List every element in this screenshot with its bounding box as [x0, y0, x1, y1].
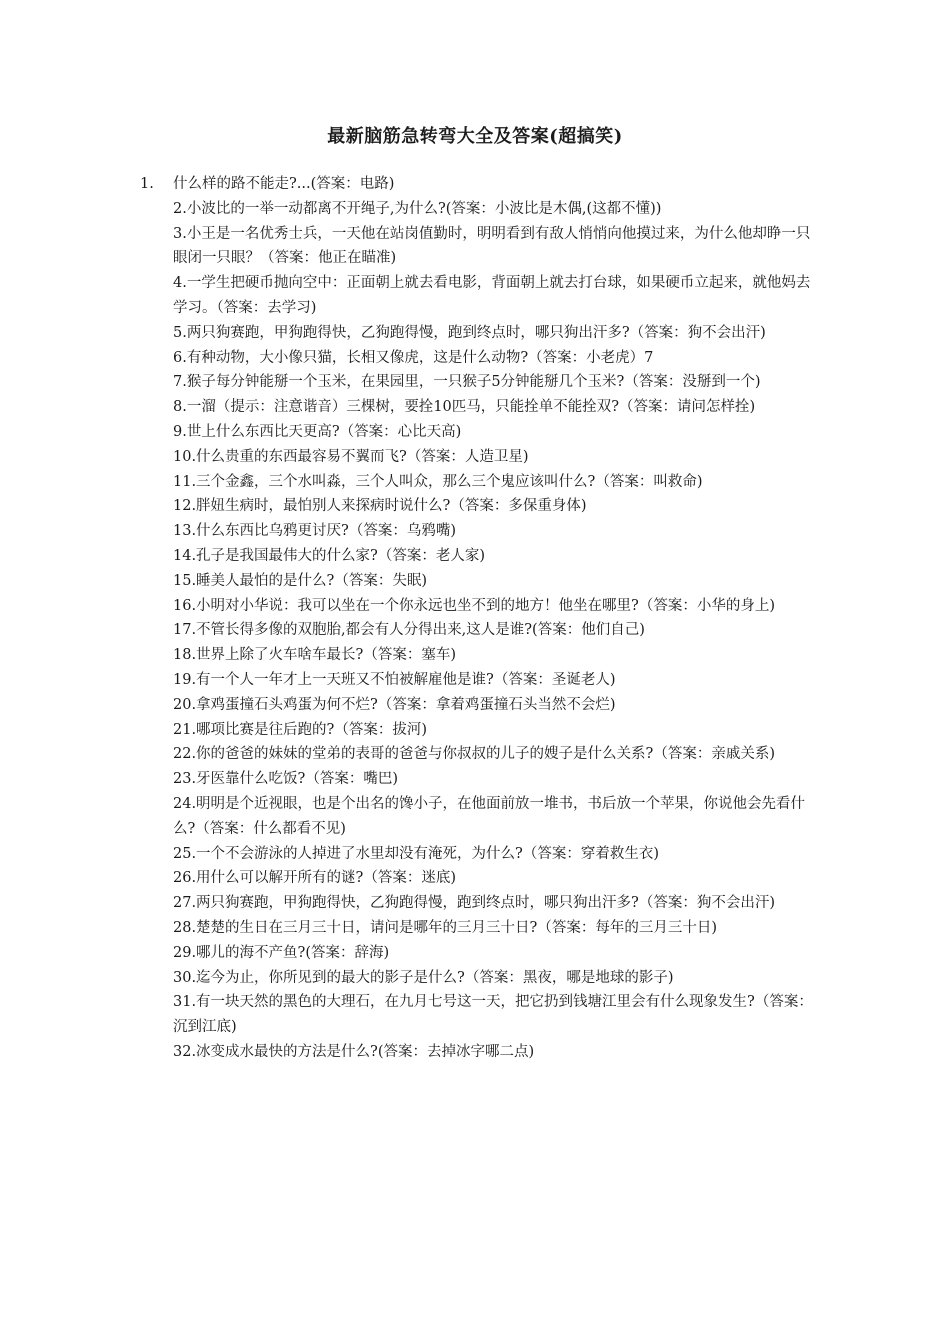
list-item: 28.楚楚的生日在三月三十日，请问是哪年的三月三十日?（答案：每年的三月三十日) [173, 919, 717, 936]
list-item: 29.哪儿的海不产鱼?(答案：辞海) [173, 944, 390, 961]
list-item: 24.明明是个近视眼，也是个出名的馋小子，在他面前放一堆书，书后放一个苹果，你说他会先看什么?（答案：什么都看不见) [173, 795, 806, 837]
list-item: 27.两只狗赛跑，甲狗跑得快，乙狗跑得慢，跑到终点时，哪只狗出汗多?（答案：狗不会出汗) [173, 895, 775, 912]
list-item-number: 1. [140, 176, 154, 192]
list-item: 22.你的爸爸的妹妹的堂弟的表哥的爸爸与你叔叔的儿子的嫂子是什么关系?（答案：亲戚关系) [173, 746, 775, 763]
list-item: 3.小王是一名优秀士兵，一天他在站岗值勤时，明明看到有敌人悄悄向他摸过来，为什么他却睁一只眼闭一只眼？（答案：他正在瞄准) [173, 225, 811, 267]
list-item: 11.三个金鑫，三个水叫淼，三个人叫众，那么三个鬼应该叫什么?（答案：叫救命) [173, 473, 703, 490]
list-item: 20.拿鸡蛋撞石头鸡蛋为何不烂?（答案：拿着鸡蛋撞石头当然不会烂) [173, 696, 616, 713]
list-item: 8.一溜（提示：注意谐音）三棵树，要拴10匹马，只能拴单不能拴双?（答案：请问怎样拴) [173, 399, 756, 416]
list-item: 18.世界上除了火车啥车最长?（答案：塞车) [173, 647, 456, 664]
list-item: 10.什么贵重的东西最容易不翼而飞?（答案：人造卫星) [173, 448, 529, 465]
list-item: 30.迄今为止，你所见到的最大的影子是什么?（答案：黑夜，哪是地球的影子) [173, 969, 674, 986]
list-item: 13.什么东西比乌鸦更讨厌?（答案：乌鸦嘴) [173, 523, 456, 540]
list-item [140, 172, 815, 197]
list-item: 31.有一块天然的黑色的大理石，在九月七号这一天，把它扔到钱塘江里会有什么现象发生?（答案：沉到江底) [173, 994, 813, 1036]
list-item: 26.用什么可以解开所有的谜?（答案：迷底) [173, 870, 456, 887]
list-item: 21.哪项比赛是往后跑的?（答案：拔河) [173, 721, 427, 738]
list-item: 12.胖妞生病时，最怕别人来探病时说什么?（答案：多保重身体) [173, 498, 587, 515]
list-item: 5.两只狗赛跑，甲狗跑得快，乙狗跑得慢，跑到终点时，哪只狗出汗多?（答案：狗不会出汗) [173, 324, 766, 341]
list-item: 6.有种动物，大小像只猫，长相又像虎，这是什么动物?（答案：小老虎）7 [173, 349, 654, 366]
list-item: 4.一学生把硬币抛向空中：正面朝上就去看电影，背面朝上就去打台球，如果硬币立起来，就他妈去学习。（答案：去学习) [173, 275, 811, 316]
list-item: 17.不管长得多像的双胞胎,都会有人分得出来,这人是谁?(答案：他们自己) [173, 622, 645, 639]
riddle-list [140, 172, 815, 1065]
list-item: 23.牙医靠什么吃饭?（答案：嘴巴) [173, 771, 398, 788]
list-item: 25.一个不会游泳的人掉进了水里却没有淹死，为什么?（答案：穿着救生衣) [173, 845, 659, 862]
list-item: 14.孔子是我国最伟大的什么家?（答案：老人家) [173, 547, 485, 564]
list-item-text: 什么样的路不能走?...(答案：电路) [173, 176, 395, 192]
list-item: 2.小波比的一举一动都离不开绳子,为什么?(答案：小波比是木偶,(这都不懂)) [173, 200, 662, 217]
list-item: 32.冰变成水最快的方法是什么?(答案：去掉冰字哪二点) [173, 1043, 535, 1060]
document-title: 最新脑筋急转弯大全及答案(超搞笑) [327, 126, 623, 147]
list-item: 19.有一个人一年才上一天班又不怕被解雇他是谁?（答案：圣诞老人) [173, 671, 616, 688]
list-item: 15.睡美人最怕的是什么?（答案：失眠) [173, 572, 427, 589]
list-item: 7.猴子每分钟能掰一个玉米，在果园里，一只猴子5分钟能掰几个玉米?（答案：没掰到一个) [173, 374, 761, 391]
list-item: 9.世上什么东西比天更高?（答案：心比天高) [173, 423, 462, 440]
list-item: 16.小明对小华说：我可以坐在一个你永远也坐不到的地方！他坐在哪里?（答案：小华的身上) [173, 597, 775, 614]
